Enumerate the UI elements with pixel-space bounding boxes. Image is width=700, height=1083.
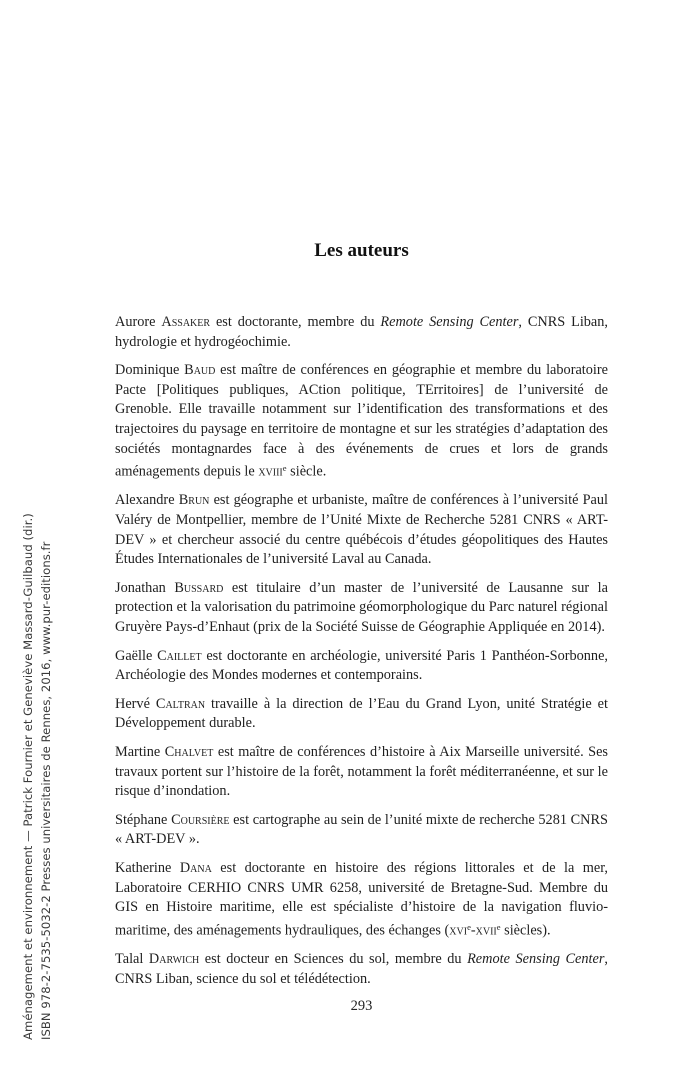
author-last-name: Bussard xyxy=(174,579,224,596)
author-last-name: Assaker xyxy=(161,314,211,330)
author-last-name: Chalvet xyxy=(164,744,214,760)
author-entry-brun xyxy=(115,491,608,569)
author-first-name: Hervé xyxy=(115,695,150,712)
author-description: est maître de conférences d’histoire à Aix Marseille université. Ses travaux portent sur l’histoire de la forêt, notamment la forêt méditerranéenne, et sur le risque d’inondation. xyxy=(115,744,609,800)
author-description: est cartographe au sein de l’unité mixte de recherche 5281 CNRS « ART-DEV ». xyxy=(115,811,608,848)
copyright-side-note xyxy=(19,495,55,1040)
author-last-name: Caillet xyxy=(157,647,202,664)
author-description: est géographe et urbaniste, maître de conférences à l’université Paul Valéry de Montpellier, membre de l’Unité Mixte de Recherche 5281 CNRS « ART-DEV » et chercheur associé du centre québécois d’études géopolitiques des Hautes Études Internationales de l’université Laval au Canada. xyxy=(115,492,609,568)
side-note-book-line: Aménagement et environnement — Patrick Fournier et Geneviève Massard-Guilbaud (dir.) xyxy=(21,513,35,1040)
author-first-name: Aurore xyxy=(115,314,156,330)
author-description: , CNRS Liban, hydrologie et hydrogéochimie. xyxy=(115,314,609,350)
author-last-name: Baud xyxy=(184,362,216,379)
superscript: e xyxy=(496,921,501,932)
superscript: e xyxy=(467,921,471,932)
century-numeral: xviii xyxy=(258,463,283,480)
author-last-name: Caltran xyxy=(155,695,206,712)
author-entry-assaker xyxy=(115,313,608,352)
author-description: est maître de conférences en géographie et membre du laboratoire Pacte [Politiques publiques, ACtion politique, TErritoires] de l’université de Grenoble. Elle travaille notamment sur l’identification des transformations et des trajectoires du paysage en territoire de montagne et sur les stratégies d’adaptation des sociétés montagnardes face à des événements de crues et lors de grands aménagements depuis le xyxy=(115,362,608,480)
author-entry-chalvet xyxy=(115,743,608,802)
author-description: , CNRS Liban, science du sol et télédétection. xyxy=(115,951,608,987)
century-numeral: xvii xyxy=(475,922,497,939)
author-description: siècles). xyxy=(500,922,551,939)
author-description: travaille à la direction de l’Eau du Grand Lyon, unité Stratégie et Développement durable. xyxy=(115,695,609,732)
author-description: est doctorante, membre du xyxy=(210,314,381,330)
author-entry-caillet xyxy=(115,647,608,686)
author-last-name: Brun xyxy=(178,492,210,509)
century-numeral: xvi xyxy=(449,922,468,939)
author-first-name: Gaëlle xyxy=(115,647,153,664)
author-entry-caltran xyxy=(115,695,608,734)
page-number: 293 xyxy=(350,998,373,1014)
author-last-name: Coursière xyxy=(171,811,230,828)
author-entry-baud xyxy=(115,361,608,482)
page-title: Les auteurs xyxy=(314,240,409,261)
author-last-name: Darwich xyxy=(148,951,200,968)
author-entry-darwich xyxy=(115,950,608,989)
author-description: est titulaire d’un master de l’université de Lausanne sur la protection et la valorisation du patrimoine géomorphologique du Parc naturel régional Gruyère Pays-d’Enhaut (prix de la Société Suisse de Géographie Appliquée en 2014). xyxy=(115,579,608,636)
author-first-name: Talal xyxy=(115,951,144,968)
dash: - xyxy=(470,922,476,939)
superscript: e xyxy=(282,463,287,474)
author-first-name: Martine xyxy=(115,744,161,760)
author-entry-coursiere xyxy=(115,811,608,850)
author-entry-dana xyxy=(115,859,608,941)
author-first-name: Dominique xyxy=(115,362,180,379)
italic-institution: Remote Sensing Center xyxy=(467,951,605,968)
author-first-name: Katherine xyxy=(115,859,172,876)
author-description: est docteur en Sciences du sol, membre du xyxy=(199,951,468,968)
author-entry-bussard xyxy=(115,579,608,638)
authors-list xyxy=(115,313,608,998)
author-description: est doctorante en archéologie, université Paris 1 Panthéon-Sorbonne, Archéologie des Mondes modernes et contemporains. xyxy=(115,647,608,684)
author-description: siècle. xyxy=(286,463,327,480)
author-description: est doctorante en histoire des régions littorales et de la mer, Laboratoire CERHIO CNRS UMR 6258, université de Bretagne-Sud. Membre du GIS en Histoire maritime, elle est spécialiste d’histoire de la navigation fluvio-maritime, des aménagements hydrauliques, des échanges ( xyxy=(115,859,608,939)
author-first-name: Alexandre xyxy=(115,492,175,509)
author-first-name: Stéphane xyxy=(115,811,168,828)
side-note-isbn-line: ISBN 978-2-7535-5032-2 Presses universitaires de Rennes, 2016, www.pur-editions.fr xyxy=(39,541,53,1040)
italic-institution: Remote Sensing Center xyxy=(380,314,519,330)
author-first-name: Jonathan xyxy=(115,579,166,596)
author-last-name: Dana xyxy=(179,859,212,876)
